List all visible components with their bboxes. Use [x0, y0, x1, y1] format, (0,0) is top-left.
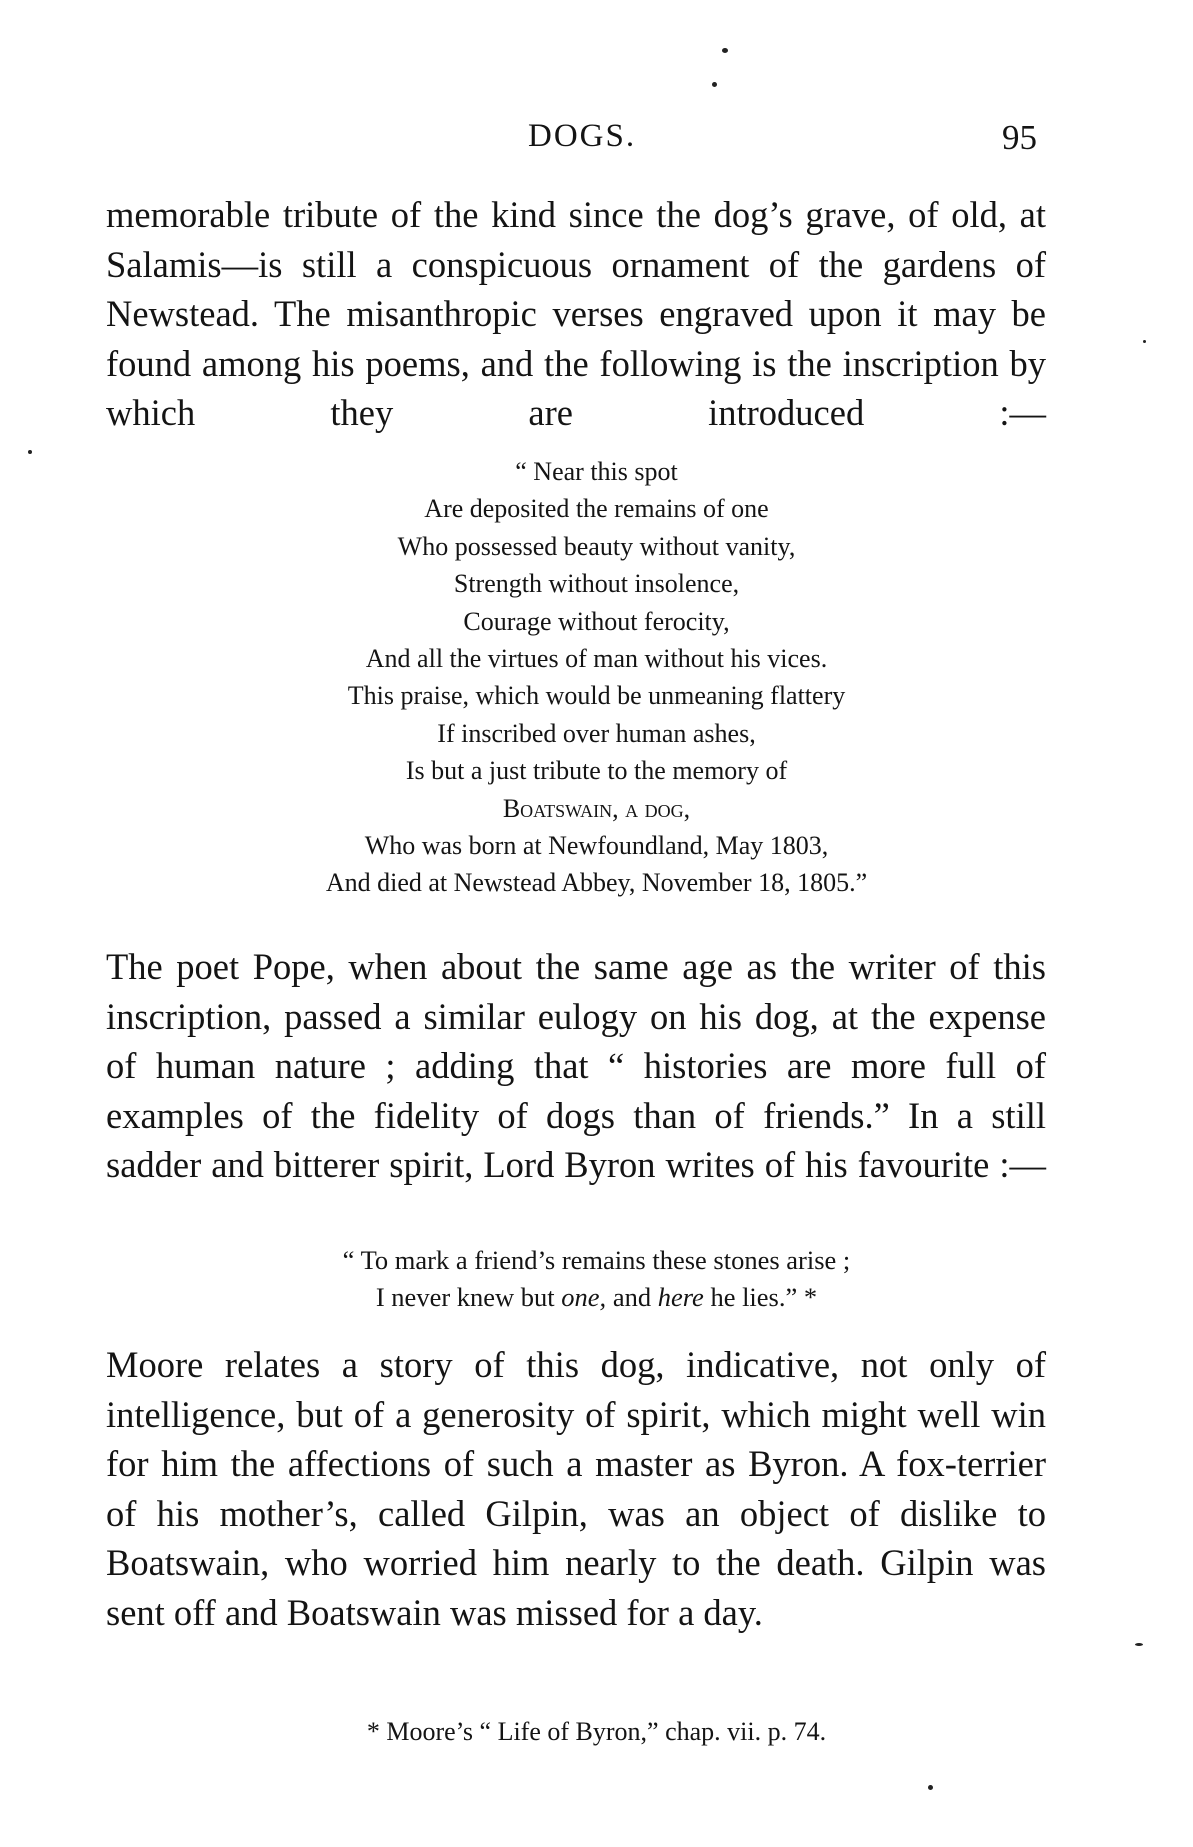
ink-speck: [928, 1785, 933, 1790]
ink-speck: [712, 82, 717, 87]
inscription-line: And died at Newstead Abbey, November 18, 1805.”: [325, 868, 868, 898]
inscription-line: Is but a just tribute to the memory of: [405, 756, 788, 786]
inscription-line-boatswain: Boatswain, a dog,: [502, 793, 691, 823]
running-head: [0, 118, 1193, 168]
inscription-line: “ Near this spot: [515, 457, 678, 486]
inscription-line: This praise, which would be unmeaning flattery: [347, 681, 846, 711]
couplet-text: I never knew but: [375, 1282, 562, 1313]
inscription-verse: [0, 453, 1193, 902]
ink-speck: [1143, 340, 1146, 343]
inscription-line: Are deposited the remains of one: [424, 494, 769, 524]
paragraph-1: memorable tribute of the kind since the dog’s grave, of old, at Salamis—is still a conspicuous ornament of the gardens of Newstead. The misanthropic verses engraved upon it may be found among his poems, and the following is the inscription by which they are introduced :—: [106, 194, 1046, 434]
couplet-emphasis-here: here: [657, 1282, 704, 1313]
inscription-line: And all the virtues of man without his vices.: [365, 644, 828, 674]
byron-couplet: [0, 1242, 1193, 1317]
couplet-emphasis-one: one,: [561, 1282, 607, 1313]
page-number: 95: [1002, 118, 1037, 157]
footnote: * Moore’s “ Life of Byron,” chap. vii. p. 74.: [366, 1717, 827, 1746]
running-head-title: DOGS.: [528, 118, 637, 154]
inscription-line: If inscribed over human ashes,: [437, 718, 756, 748]
couplet-line-1: “ To mark a friend’s remains these stones arise ;: [342, 1245, 851, 1275]
ink-speck: [1135, 1643, 1143, 1646]
couplet-text: and: [606, 1282, 658, 1313]
inscription-line: Strength without insolence,: [453, 569, 740, 599]
ink-speck: [28, 450, 32, 454]
ink-speck: [722, 48, 728, 53]
inscription-line: Courage without ferocity,: [463, 606, 730, 636]
inscription-line: Who possessed beauty without vanity,: [397, 531, 796, 561]
couplet-text: he lies.” *: [703, 1282, 818, 1313]
paragraph-2: The poet Pope, when about the same age as the writer of this inscription, passed a similar eulogy on his dog, at the expense of human nature ; adding that “ histories are more full of examples of the fidelity of dogs than of friends.” In a still sadder and bitterer spirit, Lord Byron writes of his favourite :—: [106, 946, 1046, 1186]
inscription-line: Who was born at Newfoundland, May 1803,: [364, 831, 829, 861]
couplet-line-2: [0, 1279, 1193, 1316]
paragraph-3: Moore relates a story of this dog, indicative, not only of intelligence, but of a generosity of spirit, which might well win for him the affections of such a master as Byron. A fox-terrier of his mother’s, called Gilpin, was an object of dislike to Boatswain, who worried him nearly to the death. Gilpin was sent off and Boatswain was missed for a day.: [106, 1344, 1046, 1633]
